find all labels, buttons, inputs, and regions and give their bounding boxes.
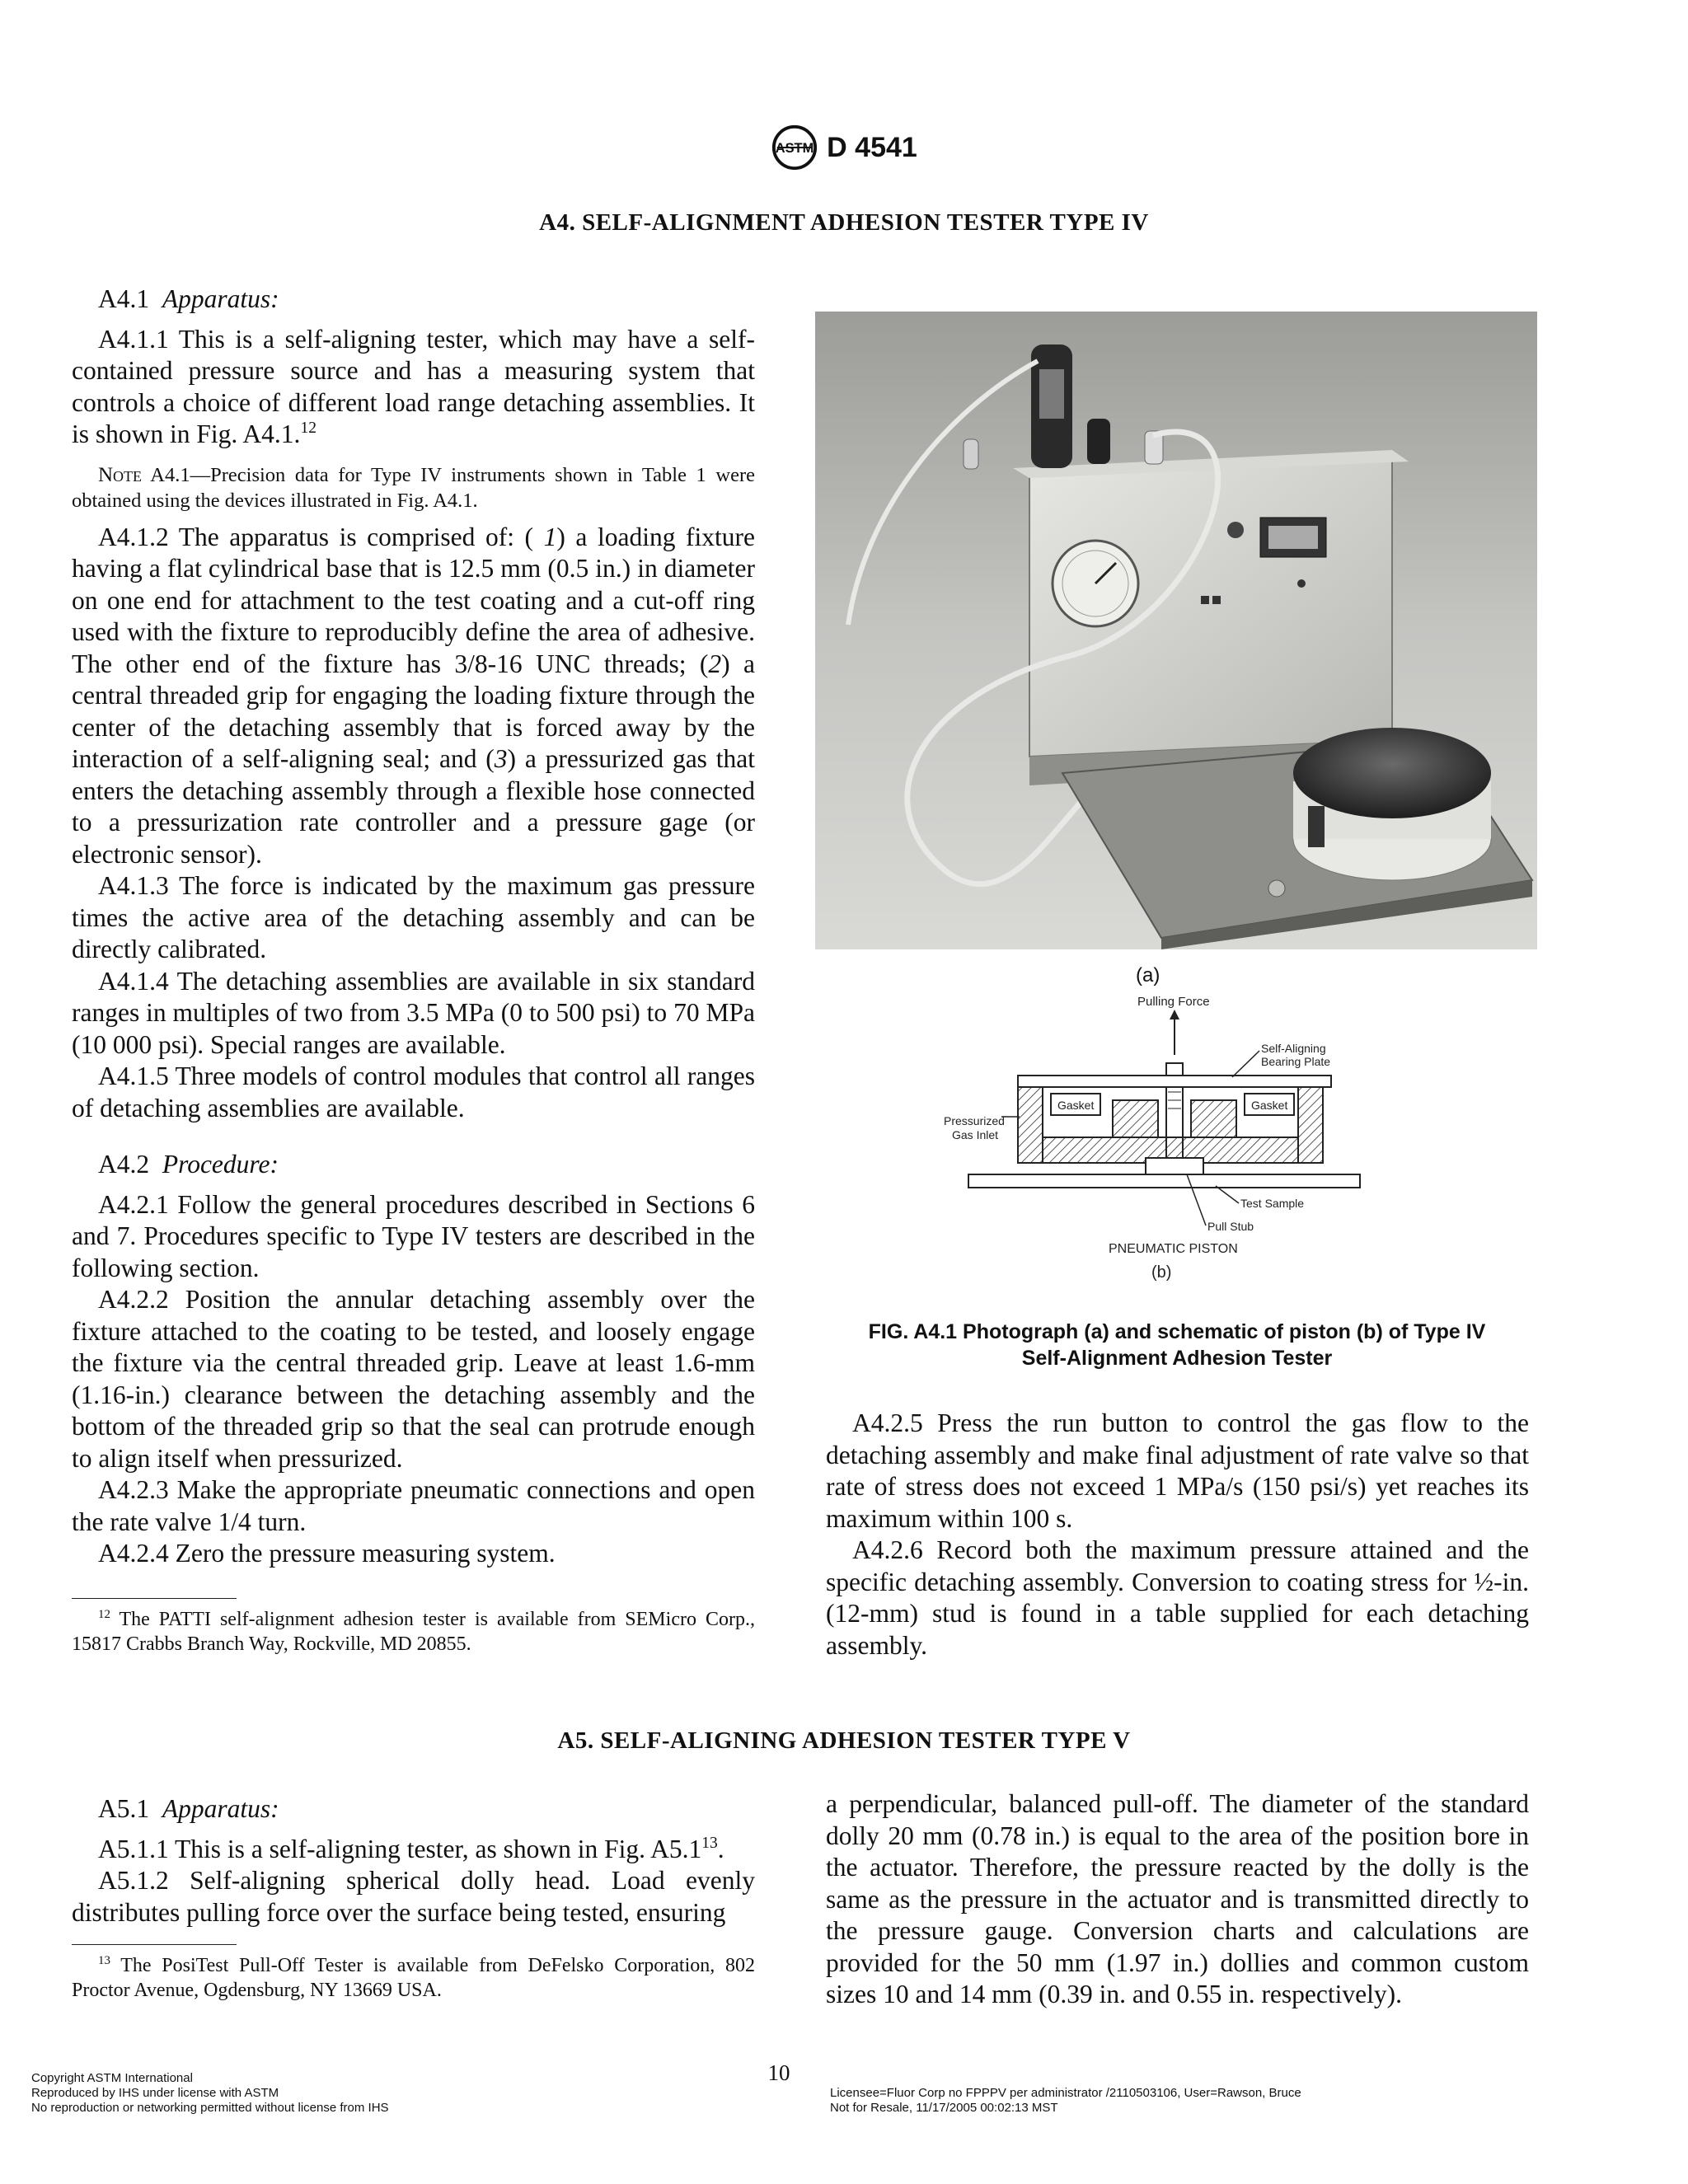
footnote-divider-2 xyxy=(72,1944,237,1945)
label-pulling-force: Pulling Force xyxy=(1137,995,1210,1009)
test-sample xyxy=(968,1174,1360,1188)
footnote-ref-13: 13 xyxy=(701,1834,718,1852)
label-bearing-plate-1: Self-Aligning xyxy=(1261,1042,1326,1055)
footer-not-for-resale: Not for Resale, 11/17/2005 00:02:13 MST xyxy=(830,2101,1058,2115)
label-pneumatic-piston: PNEUMATIC PISTON xyxy=(1109,1242,1238,1256)
paragraph-a4-1-5: A4.1.5 Three models of control modules that control all ranges of detaching assemblies are available. xyxy=(72,1062,755,1122)
footer-no-reproduction: No reproduction or networking permitted without license from IHS xyxy=(31,2101,389,2115)
section-a5-title: A5. SELF-ALIGNING ADHESION TESTER TYPE V xyxy=(557,1727,1131,1754)
paragraph-a5-1-2: A5.1.2 Self-aligning spherical dolly head. Load evenly distributes pulling force over the surface being tested, ensuring xyxy=(72,1866,755,1927)
footnote-13-number: 13 xyxy=(98,1954,110,1968)
pull-stub-base xyxy=(1146,1158,1203,1174)
footnote-13: $^{13}$ The PosiTest Pull-Off Tester is available from DeFelsko Corporation, 802 Proctor Avenue, Ogdensburg, NY 13669 USA. xyxy=(72,1954,755,2001)
footer-licensee: Licensee=Fluor Corp no FPPPV per administrator /2110503106, User=Rawson, Bruce xyxy=(830,2086,1301,2100)
label-gas-inlet-2: Gas Inlet xyxy=(952,1128,999,1141)
label-bearing-plate-2: Bearing Plate xyxy=(1261,1055,1331,1068)
footnote-12-number: 12 xyxy=(98,1608,110,1622)
piston-body-right xyxy=(1298,1087,1323,1163)
a4-1-number: A4.1 xyxy=(98,284,150,313)
section-a4-right-column xyxy=(826,1408,1529,1661)
paragraph-a5-continued: a perpendicular, balanced pull-off. The diameter of the standard dolly 20 mm (0.78 in.) is equal to the area of the position bore in the actuator. Therefore, the pressure reacted by the dolly is the same as the pressure in the actuator and is transmitted directly to the pressure gauge. Conversion charts and calculations are provided for the 50 mm (1.97 in.) dollies and common custom sizes 10 and 14 mm (0.39 in. and 0.55 in. respectively). xyxy=(826,1789,1529,2008)
photo-illustration xyxy=(815,312,1537,949)
section-a4-title: A4. SELF-ALIGNMENT ADHESION TESTER TYPE IV xyxy=(539,209,1149,236)
footnote-divider xyxy=(72,1598,237,1599)
astm-logo-icon xyxy=(771,124,818,171)
paragraph-a4-2-1: A4.2.1 Follow the general procedures described in Sections 6 and 7. Procedures specific to Type IV testers are described in the following section. xyxy=(72,1189,755,1282)
paragraph-a5-1-1: A5.1.1 This is a self-aligning tester, as shown in Fig. $A5.1^{13}$. xyxy=(98,1834,724,1863)
a5-1-number: A5.1 xyxy=(98,1794,150,1823)
section-a5-right-column xyxy=(826,1788,1529,2011)
a5-1-heading xyxy=(72,1793,755,1825)
paragraph-a4-1-4: A4.1.4 The detaching assemblies are available in six standard ranges in multiples of two from 3.5 MPa (0 to 500 psi) to 70 MPa (10 000 psi). Special ranges are available. xyxy=(72,966,755,1059)
a4-1-heading xyxy=(72,284,755,316)
paragraph-a4-2-4: A4.2.4 Zero the pressure measuring system. xyxy=(98,1539,556,1568)
paragraph-a4-2-6: A4.2.6 Record both the maximum pressure attained and the specific detaching assembly. Conversion to coating stress for ½-in. (12-mm) stud is found in a table supplied for each detaching assembly. xyxy=(826,1535,1529,1660)
paragraph-a4-1-3: A4.1.3 The force is indicated by the maximum gas pressure times the active area of the detaching assembly and can be directly calibrated. xyxy=(72,871,755,963)
section-a4-left-column xyxy=(72,279,755,1570)
logo-text: ASTM xyxy=(775,140,814,156)
footnote-ref-12: 12 xyxy=(300,419,316,438)
label-gasket-left: Gasket xyxy=(1057,1099,1095,1112)
bearing-plate xyxy=(1018,1076,1331,1087)
force-arrowhead xyxy=(1170,1010,1179,1019)
caption-line-1: FIG. A4.1 Photograph (a) and schematic of piston (b) of Type IV xyxy=(868,1320,1486,1343)
label-gasket-right: Gasket xyxy=(1251,1099,1288,1112)
paragraph-a4-2-3: A4.2.3 Make the appropriate pneumatic connections and open the rate valve 1/4 turn. xyxy=(72,1475,755,1536)
footer-right xyxy=(830,2086,1301,2116)
footer-copyright: Copyright ASTM International xyxy=(31,2071,193,2085)
a4-2-label: Procedure: xyxy=(162,1150,279,1179)
a4-1-label: Apparatus: xyxy=(162,284,279,313)
piston-core-right xyxy=(1191,1100,1236,1137)
figure-a-label: (a) xyxy=(1136,964,1160,987)
label-test-sample: Test Sample xyxy=(1240,1197,1305,1210)
paragraph-a4-1-2: A4.1.2 The apparatus is comprised of: ( 1) a loading fixture having a flat cylindrical base that is 12.5 mm (0.5 in.) in diameter on one end for attachment to the test coating and a cut-off ring used with the fixture to reproducibly define the area of adhesive. The other end of the fixture has 3/8-16 UNC threads; (2) a central threaded grip for engaging the loading fixture through the center of the detaching assembly that is forced away by the interaction of a self-aligning seal; and (3) a pressurized gas that enters the detaching assembly through a flexible hose connected to a pressurization rate controller and a pressure gage (or electronic sensor). xyxy=(72,522,755,869)
note-a4-1: Note A4.1—Precision data for Type IV instruments shown in Table 1 were obtained using the devices illustrated in Fig. A4.1. xyxy=(72,463,755,512)
caption-line-2: Self-Alignment Adhesion Tester xyxy=(1021,1347,1333,1370)
paragraph-a4-2-2: A4.2.2 Position the annular detaching assembly over the fixture attached to the coating to be tested, and loosely engage the fixture via the central threaded grip. Leave at least 1.6-mm (1.16-in.) clearance between the detaching assembly and the bottom of the threaded grip so that the seal can protrude enough to align itself when pressurized. xyxy=(72,1285,755,1473)
page-number: 10 xyxy=(767,2060,790,2085)
figure-a4-1-caption xyxy=(824,1319,1530,1371)
footnote-12: $^{12}$ The PATTI self-alignment adhesion tester is available from SEMicro Corp., 15817 Crabbs Branch Way, Rockville, MD 20855. xyxy=(72,1608,755,1655)
document-designation: D 4541 xyxy=(827,131,917,163)
a4-2-number: A4.2 xyxy=(98,1150,150,1179)
label-gas-inlet-1: Pressurized xyxy=(944,1114,1005,1127)
piston-body-left xyxy=(1018,1087,1043,1163)
pneumatic-piston-schematic xyxy=(935,968,1381,1290)
note-label: Note xyxy=(98,463,143,486)
a5-1-label: Apparatus: xyxy=(162,1794,279,1823)
section-a5-left-column xyxy=(72,1788,755,1929)
paragraph-a4-1-1: A4.1.1 This is a self-aligning tester, which may have a self-contained pressure source and has a measuring system that controls a choice of different load range detaching assemblies. It is shown in Fig. A4.1.12 xyxy=(72,324,755,448)
footer-reproduced: Reproduced by IHS under license with ASTM xyxy=(31,2086,279,2100)
tester-photograph xyxy=(815,312,1537,949)
piston-core-left xyxy=(1113,1100,1158,1137)
a4-2-heading xyxy=(72,1149,755,1181)
label-pull-stub: Pull Stub xyxy=(1207,1220,1254,1233)
page-header xyxy=(0,124,1688,171)
figure-b-label: (b) xyxy=(1151,1263,1172,1282)
paragraph-a4-2-5: A4.2.5 Press the run button to control the gas flow to the detaching assembly and make final adjustment of rate valve so that rate of stress does not exceed 1 MPa/s (150 psi/s) yet reaches its maximum within 100 s. xyxy=(826,1408,1529,1533)
